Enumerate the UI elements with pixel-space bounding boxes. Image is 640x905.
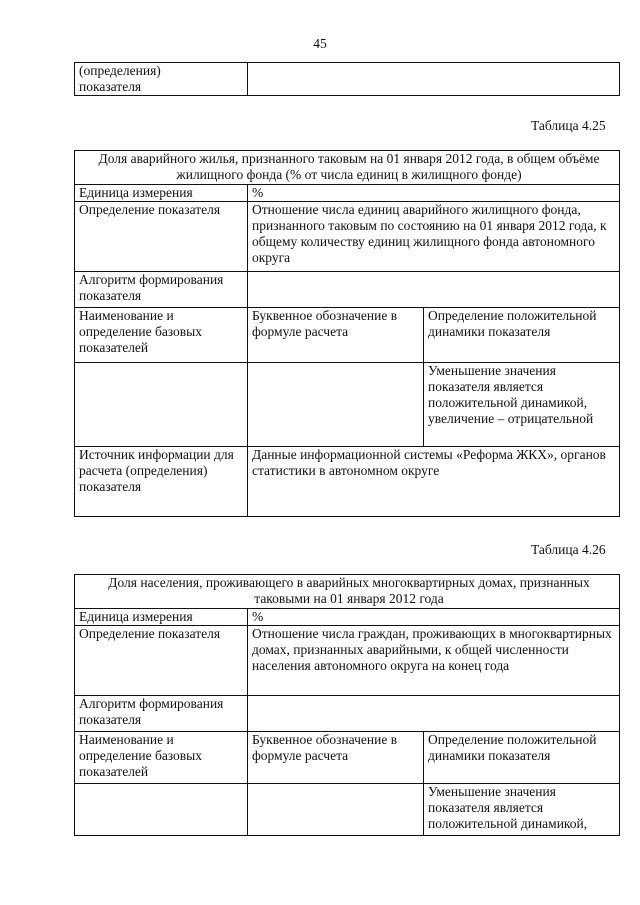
table-caption-4-26: Таблица 4.26 bbox=[531, 542, 606, 557]
definition-value: Отношение числа граждан, проживающих в многоквартирных домах, признанных аварийными, к общей численности населения автономного округа на конец года bbox=[248, 626, 620, 696]
fragment-label-cell bbox=[75, 63, 248, 96]
unit-label: Единица измерения bbox=[75, 609, 248, 626]
fragment-value-cell bbox=[248, 63, 620, 96]
fragment-line-1: (определения) bbox=[79, 63, 161, 78]
letter-designation-label: Буквенное обозначение в формуле расчета bbox=[248, 732, 424, 784]
letter-designation-label: Буквенное обозначение в формуле расчета bbox=[248, 308, 424, 363]
table-title: Доля аварийного жилья, признанного таковым на 01 января 2012 года, в общем объёме жилищного фонда (% от числа единиц в жилищного фонде) bbox=[75, 151, 620, 185]
base-indicators-value bbox=[75, 363, 248, 447]
dynamics-value: Уменьшение значения показателя является положительной динамикой, увеличение – отрицательной bbox=[424, 363, 620, 447]
table-caption-4-25: Таблица 4.25 bbox=[531, 118, 606, 133]
page-number: 45 bbox=[313, 36, 327, 51]
dynamics-label: Определение положительной динамики показателя bbox=[424, 732, 620, 784]
table-title: Доля населения, проживающего в аварийных многоквартирных домах, признанных таковыми на 01 января 2012 года bbox=[75, 575, 620, 609]
source-label: Источник информации для расчета (определения) показателя bbox=[75, 447, 248, 517]
base-indicators-label: Наименование и определение базовых показателей bbox=[75, 308, 248, 363]
table-4-25 bbox=[74, 150, 620, 517]
definition-label: Определение показателя bbox=[75, 626, 248, 696]
unit-value: % bbox=[248, 185, 620, 202]
algorithm-value bbox=[248, 696, 620, 732]
dynamics-value: Уменьшение значения показателя является положительной динамикой, bbox=[424, 784, 620, 836]
unit-value: % bbox=[248, 609, 620, 626]
fragment-line-2: показателя bbox=[79, 79, 142, 94]
base-indicators-value bbox=[75, 784, 248, 836]
dynamics-label: Определение положительной динамики показателя bbox=[424, 308, 620, 363]
base-indicators-label: Наименование и определение базовых показателей bbox=[75, 732, 248, 784]
definition-label: Определение показателя bbox=[75, 202, 248, 272]
letter-designation-value bbox=[248, 363, 424, 447]
unit-label: Единица измерения bbox=[75, 185, 248, 202]
algorithm-label: Алгоритм формирования показателя bbox=[75, 696, 248, 732]
letter-designation-value bbox=[248, 784, 424, 836]
table-4-26 bbox=[74, 574, 620, 836]
previous-table-fragment bbox=[74, 62, 620, 96]
source-value: Данные информационной системы «Реформа ЖКХ», органов статистики в автономном округе bbox=[248, 447, 620, 517]
definition-value: Отношение числа единиц аварийного жилищного фонда, признанного таковым по состоянию на 01 января 2012 года, к общему количеству единиц жилищного фонда автономного округа bbox=[248, 202, 620, 272]
algorithm-label: Алгоритм формирования показателя bbox=[75, 272, 248, 308]
algorithm-value bbox=[248, 272, 620, 308]
